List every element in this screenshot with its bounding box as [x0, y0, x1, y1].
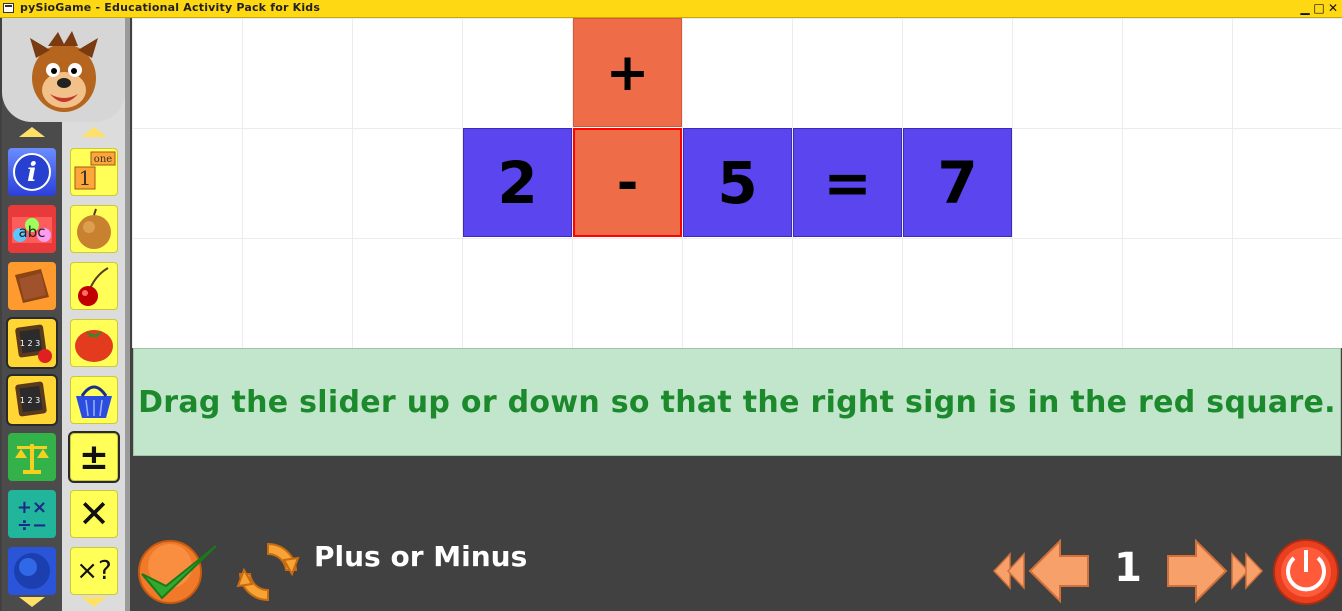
number-one-digit: 1 [78, 166, 92, 190]
basket-icon [72, 378, 116, 422]
title-bar [0, 0, 1342, 18]
operations-icon [11, 493, 53, 535]
plus-minus-icon: ± [78, 436, 110, 478]
globe-icon [11, 550, 53, 592]
category-scales-button[interactable] [8, 433, 56, 481]
activity-cherry-button[interactable] [70, 262, 118, 310]
svg-text:÷−: ÷− [16, 515, 48, 535]
number-one-word: one [93, 154, 113, 165]
close-button[interactable]: ✕ [1327, 1, 1339, 15]
activity-title: Plus or Minus [314, 540, 528, 573]
arrow-left-icon [1030, 541, 1088, 601]
activity-basket-button[interactable] [70, 376, 118, 424]
category-letters-button[interactable] [8, 205, 56, 253]
activity-plus-minus-button[interactable] [70, 433, 118, 481]
book-icon [11, 265, 53, 307]
activity-apple-button[interactable] [70, 205, 118, 253]
equation-tile: 5 [683, 128, 792, 237]
activity-multiply-button[interactable] [70, 490, 118, 538]
svg-text:+×: +× [16, 497, 48, 518]
window-title: pySioGame - Educational Activity Pack for Kids [20, 1, 321, 14]
level-number: 1 [1114, 545, 1142, 591]
math-slate-apple-icon [11, 322, 53, 364]
tomato-icon [72, 321, 116, 365]
check-answer-button[interactable] [136, 538, 222, 606]
category-globe-button[interactable] [8, 547, 56, 595]
reset-button[interactable] [234, 538, 302, 606]
category-info-button[interactable] [8, 148, 56, 196]
category-math-slate-button[interactable] [8, 376, 56, 424]
scroll-up-activities-icon[interactable] [81, 127, 107, 137]
target-sign-tile[interactable]: - [573, 128, 682, 237]
sign-slider-tile[interactable]: + [573, 18, 682, 127]
category-math-slate-apple-button[interactable] [8, 319, 56, 367]
bottom-bar [130, 458, 1342, 611]
slate-apple-glyph: 1 2 3 [19, 339, 41, 348]
equation-tile: 2 [463, 128, 572, 237]
multiply-unknown-icon: ×? [76, 556, 112, 586]
letters-icon [10, 209, 54, 249]
apple-icon [72, 207, 116, 251]
game-board [132, 18, 1342, 348]
app-icon [3, 3, 14, 13]
instruction-text: Drag the slider up or down so that the right sign is in the red square. [138, 384, 1336, 420]
cherry-icon [72, 264, 116, 308]
scroll-down-activities-icon[interactable] [81, 597, 107, 607]
slate-glyph: 1 2 3 [19, 396, 41, 405]
category-reading-button[interactable] [8, 262, 56, 310]
math-slate-icon [11, 379, 53, 421]
first-level-button[interactable] [992, 540, 1026, 602]
scales-icon [11, 436, 53, 478]
last-level-button[interactable] [1230, 540, 1264, 602]
scroll-down-categories-icon[interactable] [19, 597, 45, 607]
instruction-panel [133, 348, 1341, 456]
letters-glyph: abc [18, 223, 46, 241]
maximize-button[interactable]: □ [1313, 1, 1325, 15]
activity-multiply-unknown-button[interactable] [70, 547, 118, 595]
info-glyph: i [27, 158, 37, 188]
mascot-dog-icon[interactable] [28, 28, 100, 118]
multiply-icon: ✕ [78, 492, 110, 536]
category-operations-button[interactable] [8, 490, 56, 538]
activity-tomato-button[interactable] [70, 319, 118, 367]
info-icon [12, 152, 52, 192]
number-one-icon [71, 149, 117, 195]
scroll-up-categories-icon[interactable] [19, 127, 45, 137]
activity-number-one-button[interactable] [70, 148, 118, 196]
quit-button[interactable] [1272, 538, 1340, 606]
mascot-area[interactable] [2, 18, 125, 122]
equation-tile: 7 [903, 128, 1012, 237]
equation-tile: = [793, 128, 902, 237]
next-level-button[interactable] [1164, 538, 1230, 604]
arrow-right-icon [1168, 541, 1226, 601]
minimize-button[interactable]: ▁ [1300, 1, 1310, 15]
previous-level-button[interactable] [1026, 538, 1092, 604]
